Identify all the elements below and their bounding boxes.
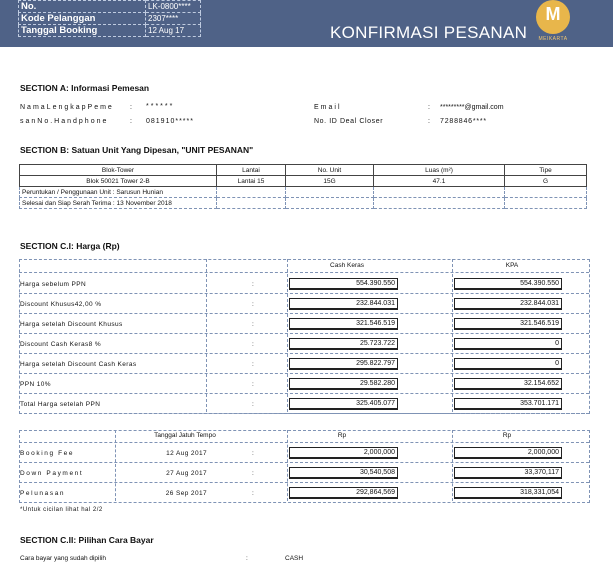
colon: : (252, 341, 255, 348)
colon: : (252, 470, 255, 477)
col-luas: Luas (m²) (374, 165, 505, 176)
payment-method-value: CASH (285, 555, 304, 562)
price-kpa-value: 0 (454, 358, 562, 370)
colon: : (252, 301, 255, 308)
customer-code-label: Kode Pelanggan (19, 13, 146, 25)
cell-tipe: G (505, 176, 587, 187)
col-blok-tower: Blok-Tower (20, 165, 217, 176)
colon: : (428, 104, 430, 111)
cell-lantai: Lantai 15 (217, 176, 286, 187)
table-row (20, 187, 587, 198)
cell-blok-tower: Blok 50021 Tower 2-B (20, 176, 217, 187)
payment-method-label: Cara bayar yang sudah dipilih (20, 555, 106, 562)
colon: : (130, 118, 132, 125)
deal-closer-value: 7288846**** (440, 118, 487, 125)
col-cash-keras: Cash Keras (330, 262, 364, 269)
payment-due-date: 12 Aug 2017 (166, 450, 207, 457)
payment-due-date: 26 Sep 2017 (165, 490, 207, 497)
payment-row-label: Booking Fee (20, 450, 75, 457)
price-cash-value: 554.390.550 (289, 278, 398, 290)
phone-label: sanNo.Handphone (20, 118, 109, 125)
price-kpa-value: 32.154.652 (454, 378, 562, 390)
price-cash-value: 325.405.077 (289, 398, 398, 410)
customer-code-value: 2307**** (146, 13, 201, 25)
price-kpa-value: 321.546.519 (454, 318, 562, 330)
price-kpa-value: 232.844.031 (454, 298, 562, 310)
table-row (20, 176, 587, 187)
col-lantai: Lantai (217, 165, 286, 176)
booking-info-row (19, 1, 201, 13)
page-title: KONFIRMASI PESANAN (330, 23, 528, 42)
payment-kpa-value: 2,000,000 (454, 447, 562, 459)
colon: : (246, 555, 248, 562)
payment-cash-value: 2,000,000 (289, 447, 398, 459)
col-kpa: KPA (505, 262, 519, 269)
payment-cash-value: 30,540,508 (289, 467, 398, 479)
price-cash-value: 295.822.797 (289, 358, 398, 370)
colon: : (252, 490, 255, 497)
price-kpa-value: 0 (454, 338, 562, 350)
price-row-label: PPN 10% (20, 381, 51, 388)
payment-row-label: Pelunasan (20, 490, 66, 497)
price-row-label: Harga setelah Discount Khusus (20, 321, 123, 328)
cell-no-unit: 15G (286, 176, 374, 187)
col-rp-kpa: Rp (502, 432, 512, 439)
booking-date-value: 12 Aug 17 (146, 25, 201, 37)
unit-usage-text: Peruntukan / Penggunaan Unit : Sarusun Hunian (20, 187, 217, 198)
payment-kpa-value: 318,331,054 (454, 487, 562, 499)
price-cash-value: 29.582.280 (289, 378, 398, 390)
handover-date-text: Selesai dan Siap Serah Terima : 13 November 2018 (20, 198, 217, 209)
payment-cash-value: 292,864,569 (289, 487, 398, 499)
col-rp-cash: Rp (337, 432, 347, 439)
cell-luas: 47.1 (374, 176, 505, 187)
price-cash-value: 321.546.519 (289, 318, 398, 330)
col-tipe: Tipe (505, 165, 587, 176)
colon: : (252, 361, 255, 368)
booking-number-value: LK-0800**** (146, 1, 201, 13)
installment-note: *Untuk cicilan lihat hal 2/2 (20, 507, 103, 513)
booking-info-row (19, 25, 201, 37)
payment-row-label: Down Payment (20, 470, 84, 477)
section-b-title: SECTION B: Satuan Unit Yang Dipesan, "UNIT PESANAN" (20, 145, 254, 155)
col-no-unit: No. Unit (286, 165, 374, 176)
colon: : (252, 401, 255, 408)
logo-letter: M (545, 4, 561, 24)
price-row-label: Discount Cash Keras8 % (20, 341, 102, 348)
price-kpa-value: 353.701.171 (454, 398, 562, 410)
colon: : (252, 321, 255, 328)
section-c1-title: SECTION C.I: Harga (Rp) (20, 241, 120, 251)
price-row-label: Discount Khusus42,00 % (20, 301, 102, 308)
colon: : (428, 118, 430, 125)
price-cash-value: 25.723.722 (289, 338, 398, 350)
colon: : (252, 450, 255, 457)
price-row-label: Harga sebelum PPN (20, 281, 87, 288)
section-c2-title: SECTION C.II: Pilihan Cara Bayar (20, 535, 154, 545)
price-row-label: Total Harga setelah PPN (20, 401, 101, 408)
customer-name-value: ****** (146, 103, 175, 110)
booking-info-table (18, 0, 201, 37)
colon: : (252, 381, 255, 388)
booking-number-label: No. (19, 1, 146, 13)
payment-due-date: 27 Aug 2017 (166, 470, 207, 477)
table-row (20, 198, 587, 209)
logo-text: MEIKARTA (538, 36, 568, 42)
email-value: *********@gmail.com (440, 104, 504, 111)
price-kpa-value: 554.390.550 (454, 278, 562, 290)
header-bar (0, 0, 613, 47)
email-label: Email (314, 104, 342, 111)
customer-name-label: NamaLengkapPeme (20, 104, 114, 111)
booking-date-label: Tanggal Booking (19, 25, 146, 37)
col-due-date: Tanggal Jatuh Tempo (154, 432, 216, 439)
phone-value: 081910***** (146, 118, 194, 125)
price-cash-value: 232.844.031 (289, 298, 398, 310)
deal-closer-label: No. ID Deal Closer (314, 118, 384, 125)
price-row-label: Harga setelah Discount Cash Keras (20, 361, 137, 368)
table-header-row (20, 165, 587, 176)
colon: : (130, 104, 132, 111)
payment-kpa-value: 33,370,117 (454, 467, 562, 479)
booking-info-row (19, 13, 201, 25)
colon: : (252, 281, 255, 288)
section-a-title: SECTION A: Informasi Pemesan (20, 83, 150, 93)
unit-table (19, 164, 587, 209)
